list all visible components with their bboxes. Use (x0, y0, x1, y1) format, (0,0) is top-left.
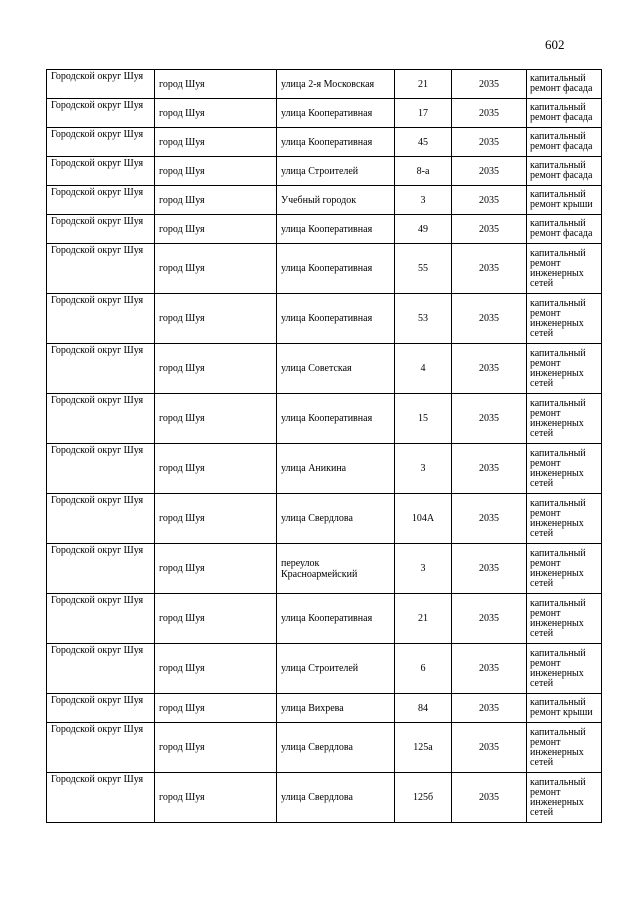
municipality-cell: Городской округ Шуя (47, 394, 155, 444)
city-cell: город Шуя (155, 99, 277, 128)
year-cell: 2035 (452, 394, 527, 444)
municipality-cell: Городской округ Шуя (47, 694, 155, 723)
work-type-cell: капитальный ремонт крыши (527, 694, 602, 723)
table-row (47, 444, 602, 494)
street-cell: улица Аникина (277, 444, 395, 494)
work-type-cell: капитальный ремонт инженерных сетей (527, 544, 602, 594)
street-cell: улица Свердлова (277, 494, 395, 544)
house-number-cell: 21 (395, 594, 452, 644)
city-cell: город Шуя (155, 294, 277, 344)
municipality-cell: Городской округ Шуя (47, 723, 155, 773)
street-cell: улица Кооперативная (277, 215, 395, 244)
year-cell: 2035 (452, 773, 527, 823)
house-number-cell: 125б (395, 773, 452, 823)
street-cell: улица Кооперативная (277, 128, 395, 157)
table-row (47, 544, 602, 594)
municipality-cell: Городской округ Шуя (47, 294, 155, 344)
year-cell: 2035 (452, 544, 527, 594)
city-cell: город Шуя (155, 157, 277, 186)
city-cell: город Шуя (155, 128, 277, 157)
table-row (47, 344, 602, 394)
year-cell: 2035 (452, 644, 527, 694)
work-type-cell: капитальный ремонт фасада (527, 157, 602, 186)
city-cell: город Шуя (155, 344, 277, 394)
work-type-cell: капитальный ремонт инженерных сетей (527, 294, 602, 344)
municipality-cell: Городской округ Шуя (47, 128, 155, 157)
table-row (47, 594, 602, 644)
street-cell: улица Строителей (277, 644, 395, 694)
street-cell: улица Вихрева (277, 694, 395, 723)
house-number-cell: 3 (395, 544, 452, 594)
municipality-cell: Городской округ Шуя (47, 494, 155, 544)
municipality-cell: Городской округ Шуя (47, 544, 155, 594)
city-cell: город Шуя (155, 594, 277, 644)
table-row (47, 394, 602, 444)
municipality-cell: Городской округ Шуя (47, 644, 155, 694)
year-cell: 2035 (452, 128, 527, 157)
table-row (47, 694, 602, 723)
table-row (47, 186, 602, 215)
city-cell: город Шуя (155, 244, 277, 294)
house-number-cell: 45 (395, 128, 452, 157)
municipality-cell: Городской округ Шуя (47, 157, 155, 186)
work-type-cell: капитальный ремонт инженерных сетей (527, 444, 602, 494)
year-cell: 2035 (452, 344, 527, 394)
table-row (47, 723, 602, 773)
municipality-cell: Городской округ Шуя (47, 344, 155, 394)
city-cell: город Шуя (155, 215, 277, 244)
municipality-cell: Городской округ Шуя (47, 99, 155, 128)
house-number-cell: 3 (395, 186, 452, 215)
work-type-cell: капитальный ремонт инженерных сетей (527, 494, 602, 544)
street-cell: переулок Красноармейский (277, 544, 395, 594)
street-cell: улица Кооперативная (277, 294, 395, 344)
house-number-cell: 55 (395, 244, 452, 294)
year-cell: 2035 (452, 215, 527, 244)
house-number-cell: 3 (395, 444, 452, 494)
city-cell: город Шуя (155, 494, 277, 544)
street-cell: улица Строителей (277, 157, 395, 186)
street-cell: улица Свердлова (277, 723, 395, 773)
municipality-cell: Городской округ Шуя (47, 594, 155, 644)
page-number: 602 (545, 37, 565, 52)
year-cell: 2035 (452, 494, 527, 544)
table-row (47, 128, 602, 157)
table-row (47, 644, 602, 694)
city-cell: город Шуя (155, 773, 277, 823)
city-cell: город Шуя (155, 444, 277, 494)
city-cell: город Шуя (155, 544, 277, 594)
repair-schedule-table (46, 69, 602, 823)
street-cell: улица 2-я Московская (277, 70, 395, 99)
table-row (47, 215, 602, 244)
municipality-cell: Городской округ Шуя (47, 444, 155, 494)
municipality-cell: Городской округ Шуя (47, 186, 155, 215)
street-cell: улица Советская (277, 344, 395, 394)
house-number-cell: 21 (395, 70, 452, 99)
work-type-cell: капитальный ремонт фасада (527, 215, 602, 244)
work-type-cell: капитальный ремонт фасада (527, 128, 602, 157)
work-type-cell: капитальный ремонт инженерных сетей (527, 244, 602, 294)
table-row (47, 157, 602, 186)
year-cell: 2035 (452, 594, 527, 644)
year-cell: 2035 (452, 294, 527, 344)
table-body (47, 70, 602, 823)
table-row (47, 70, 602, 99)
street-cell: улица Кооперативная (277, 594, 395, 644)
year-cell: 2035 (452, 70, 527, 99)
year-cell: 2035 (452, 444, 527, 494)
city-cell: город Шуя (155, 694, 277, 723)
house-number-cell: 17 (395, 99, 452, 128)
street-cell: улица Кооперативная (277, 394, 395, 444)
house-number-cell: 53 (395, 294, 452, 344)
work-type-cell: капитальный ремонт инженерных сетей (527, 594, 602, 644)
year-cell: 2035 (452, 694, 527, 723)
house-number-cell: 15 (395, 394, 452, 444)
street-cell: улица Кооперативная (277, 244, 395, 294)
street-cell: Учебный городок (277, 186, 395, 215)
house-number-cell: 104А (395, 494, 452, 544)
street-cell: улица Свердлова (277, 773, 395, 823)
table-row (47, 773, 602, 823)
work-type-cell: капитальный ремонт инженерных сетей (527, 644, 602, 694)
house-number-cell: 4 (395, 344, 452, 394)
municipality-cell: Городской округ Шуя (47, 70, 155, 99)
table-row (47, 294, 602, 344)
work-type-cell: капитальный ремонт фасада (527, 70, 602, 99)
work-type-cell: капитальный ремонт инженерных сетей (527, 773, 602, 823)
work-type-cell: капитальный ремонт крыши (527, 186, 602, 215)
table-row (47, 494, 602, 544)
house-number-cell: 84 (395, 694, 452, 723)
year-cell: 2035 (452, 186, 527, 215)
municipality-cell: Городской округ Шуя (47, 244, 155, 294)
house-number-cell: 125а (395, 723, 452, 773)
house-number-cell: 49 (395, 215, 452, 244)
municipality-cell: Городской округ Шуя (47, 773, 155, 823)
year-cell: 2035 (452, 244, 527, 294)
year-cell: 2035 (452, 99, 527, 128)
house-number-cell: 6 (395, 644, 452, 694)
city-cell: город Шуя (155, 723, 277, 773)
year-cell: 2035 (452, 157, 527, 186)
city-cell: город Шуя (155, 644, 277, 694)
house-number-cell: 8-а (395, 157, 452, 186)
table-row (47, 244, 602, 294)
city-cell: город Шуя (155, 186, 277, 215)
street-cell: улица Кооперативная (277, 99, 395, 128)
work-type-cell: капитальный ремонт фасада (527, 99, 602, 128)
year-cell: 2035 (452, 723, 527, 773)
city-cell: город Шуя (155, 394, 277, 444)
work-type-cell: капитальный ремонт инженерных сетей (527, 723, 602, 773)
municipality-cell: Городской округ Шуя (47, 215, 155, 244)
city-cell: город Шуя (155, 70, 277, 99)
work-type-cell: капитальный ремонт инженерных сетей (527, 344, 602, 394)
table-row (47, 99, 602, 128)
work-type-cell: капитальный ремонт инженерных сетей (527, 394, 602, 444)
